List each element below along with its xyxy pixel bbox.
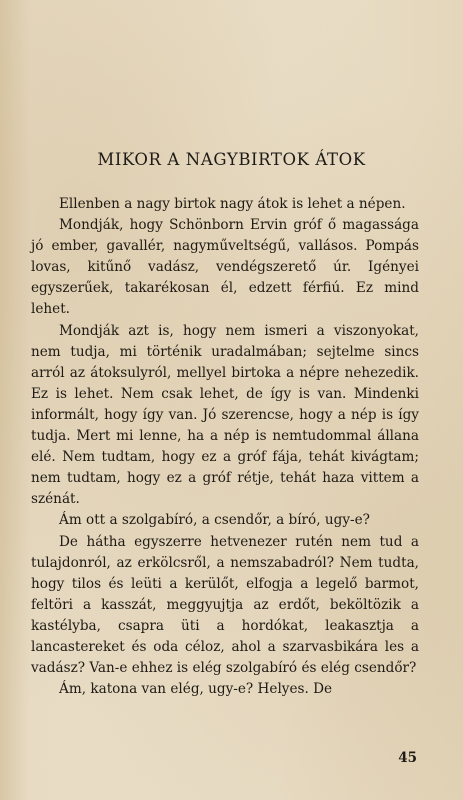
chapter-title: MIKOR A NAGYBIRTOK ÁTOK	[97, 150, 366, 169]
page-number: 45	[398, 750, 417, 766]
paragraph-4: Ám ott a szolgabíró, a csendőr, a bíró, ugy-e?	[59, 512, 370, 529]
paragraph-6: Ám, katona van elég, ugy-e? Helyes. De	[59, 681, 333, 698]
paragraph-5: De hátha egyszerre hetvenezer rutén nem tud a tulajdonról, az erkölcsről, a nemszabadról? Nem tudta, hogy tilos és leüti a kerülőt, elfogja a legelő barmot, feltöri a kasszát, meggyujtja az erdőt, beköltözik a kastélyba, csapra üti a hordókat, leakasztja a lancastereket és oda céloz, ahol a szarvasbikára les a vadász? Van-e ehhez is elég szolgabíró és elég csendőr?	[31, 533, 419, 677]
paragraph-3: Mondják azt is, hogy nem ismeri a viszonyokat, nem tudja, mi történik uradalmában; sejtelme sincs arról az átoksulyról, mellyel birtoka a népre nehezedik. Ez is lehet. Nem csak lehet, de így is van. Mindenki informált, hogy így van. Jó szerencse, hogy a nép is így tudja. Mert mi lenne, ha a nép is nemtudommal állana elé. Nem tudtam, hogy ez a gróf fája, tehát kivágtam; nem tudtam, hogy ez a gróf rétje, tehát haza vittem a szénát.	[31, 322, 419, 508]
paragraph-2: Mondják, hogy Schönborn Ervin gróf ő magassága jó ember, gavallér, nagyműveltségű, vallásos. Pompás lovas, kitűnő vadász, vendégszerető úr. Igényei egyszerűek, takarékosan él, edzett férfiú. Ez mind lehet.	[31, 217, 419, 318]
body-text	[31, 194, 419, 700]
paragraph-1: Ellenben a nagy birtok nagy átok is lehet a népen.	[59, 196, 406, 212]
